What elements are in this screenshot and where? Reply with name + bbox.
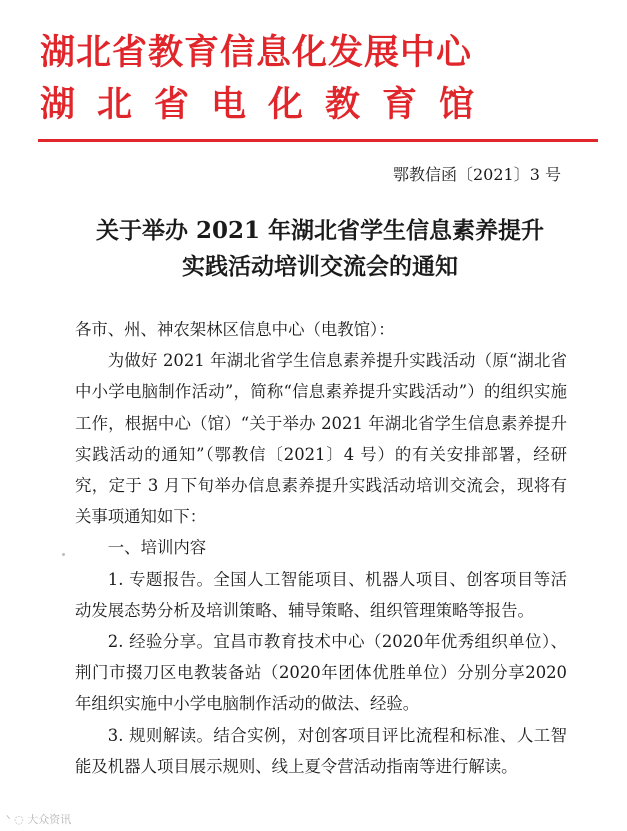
document-body	[75, 314, 567, 782]
list-item-2: 2. 经验分享。宜昌市教育技术中心（2020年优秀组织单位）、荆门市掇刀区电教装备站（2020年团体优胜单位）分别分享2020年组织实施中小学电脑制作活动的做法、经验。	[75, 632, 567, 714]
letterhead-line-2: 湖北省电化教育馆	[40, 85, 497, 125]
list-item-3: 3. 规则解读。结合实例，对创客项目评比流程和标准、人工智能及机器人项目展示规则、线上夏令营活动指南等进行解读。	[75, 725, 567, 776]
document-number: 鄂教信函〔2021〕3 号	[393, 165, 561, 184]
watermark-logo-icon: ᐠ ◌	[6, 813, 24, 826]
letterhead-red-rule	[38, 139, 598, 142]
title-line-2: 实践活动培训交流会的通知	[182, 253, 458, 280]
section-heading: 一、培训内容	[107, 538, 207, 558]
list-item-1: 1. 专题报告。全国人工智能项目、机器人项目、创客项目等活动发展态势分析及培训策略、辅导策略、组织管理策略等报告。	[75, 569, 567, 620]
letterhead-line-1: 湖北省教育信息化发展中心	[40, 33, 473, 73]
salutation: 各市、州、神农架林区信息中心（电教馆）：	[75, 320, 395, 339]
watermark	[6, 811, 71, 827]
scan-speck	[62, 553, 65, 556]
document-title	[40, 213, 600, 285]
watermark-text: 大众资讯	[27, 813, 72, 826]
intro-paragraph: 为做好 2021 年湖北省学生信息素养提升实践活动（原“湖北省中小学电脑制作活动”，简称“信息素养提升实践活动”）的组织实施工作，根据中心（馆）“关于举办 2021 年湖北省学生信息素养提升实践活动的通知”（鄂教信〔2021〕4 号）的有关安排部署，经研究，定于 3 月下旬举办信息素养提升实践活动培训交流会，现将有关事项通知如下：	[75, 351, 567, 527]
title-line-1: 关于举办 2021 年湖北省学生信息素养提升	[95, 217, 545, 244]
